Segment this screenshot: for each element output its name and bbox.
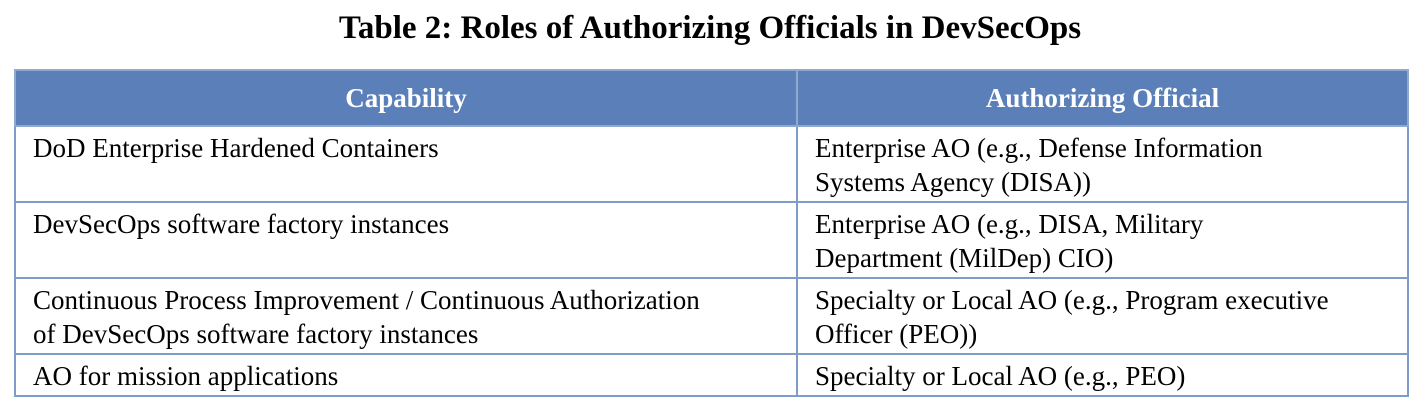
cell-line: Specialty or Local AO (e.g., Program executive [815, 285, 1329, 315]
table-row [15, 278, 1408, 354]
header-row [15, 70, 1408, 126]
table-row [15, 354, 1408, 396]
cell-line: Enterprise AO (e.g., DISA, Military [815, 209, 1204, 239]
cell-line: DevSecOps software factory instances [33, 209, 450, 239]
cell-line: DoD Enterprise Hardened Containers [33, 133, 439, 163]
table-row [15, 126, 1408, 202]
cell-line: Officer (PEO)) [815, 319, 978, 349]
official-cell [797, 354, 1408, 396]
capability-cell [15, 354, 797, 396]
cell-line: Continuous Process Improvement / Continuous Authorization [33, 285, 700, 315]
column-header-authorizing-official: Authorizing Official [797, 70, 1408, 126]
capability-cell [15, 126, 797, 202]
capability-cell [15, 278, 797, 354]
official-cell [797, 202, 1408, 278]
table-caption: Table 2: Roles of Authorizing Officials in DevSecOps [338, 10, 1082, 46]
cell-line: of DevSecOps software factory instances [33, 319, 479, 349]
roles-table [14, 69, 1409, 397]
cell-line: Enterprise AO (e.g., Defense Information [815, 133, 1263, 163]
cell-line: Specialty or Local AO (e.g., PEO) [815, 361, 1186, 391]
official-cell [797, 278, 1408, 354]
capability-cell [15, 202, 797, 278]
cell-line: AO for mission applications [33, 361, 339, 391]
table-row [15, 202, 1408, 278]
column-header-capability: Capability [15, 70, 797, 126]
cell-line: Systems Agency (DISA)) [815, 167, 1091, 197]
cell-line: Department (MilDep) CIO) [815, 243, 1114, 273]
official-cell [797, 126, 1408, 202]
